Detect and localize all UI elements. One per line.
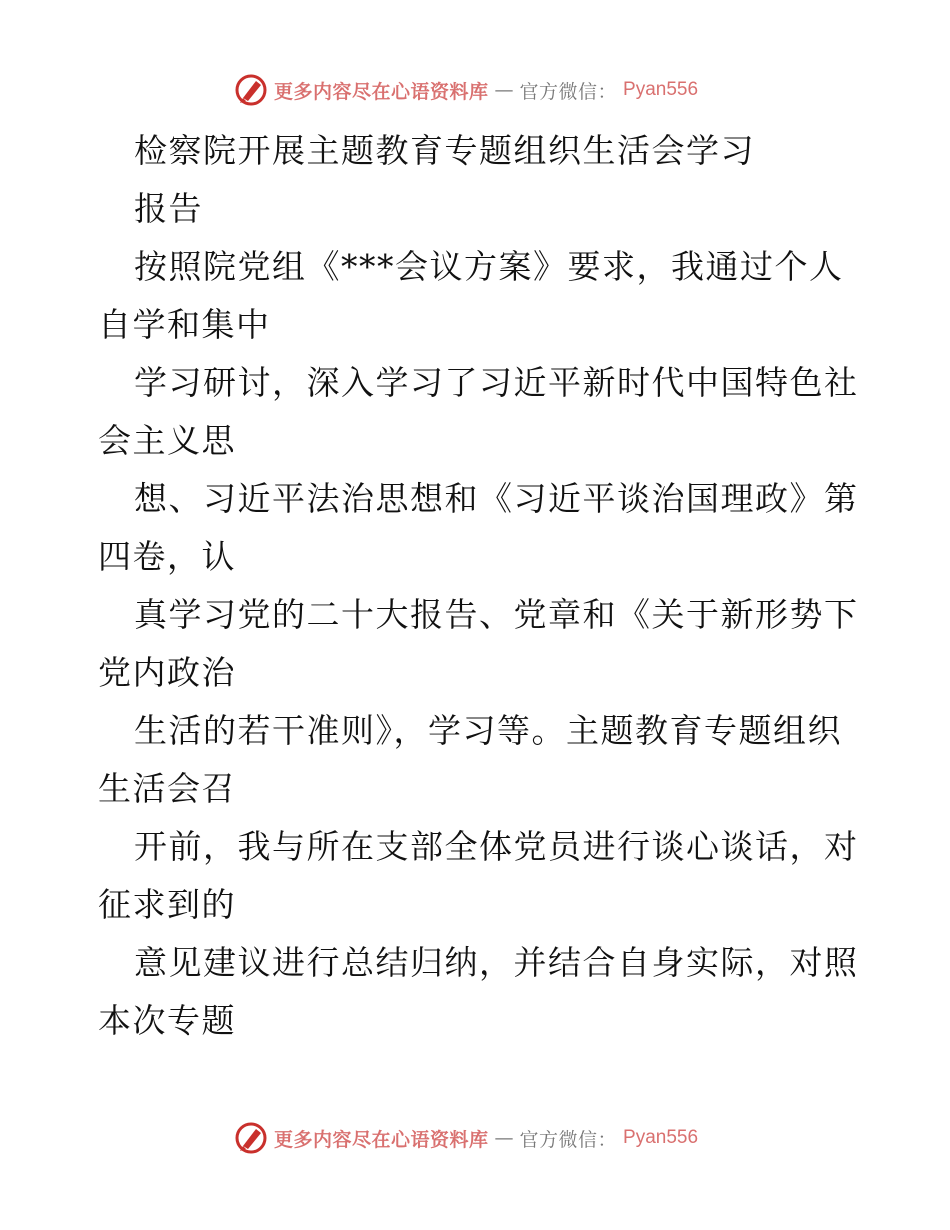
watermark-dash: —: [494, 79, 514, 101]
text-line: 开前，我与所在支部全体党员进行谈心谈话，对: [134, 827, 859, 866]
watermark-text: 更多内容尽在心语资料库: [274, 1128, 489, 1151]
text-line: 生活会召: [98, 769, 236, 808]
text-line: 报告: [134, 189, 203, 228]
text-line: 自学和集中: [98, 305, 271, 344]
text-line: 学习研讨，深入学习了习近平新时代中国特色社: [134, 363, 859, 402]
text-line: 想、习近平法治思想和《习近平谈治国理政》第: [134, 479, 859, 518]
pen-logo-icon: [234, 1121, 268, 1155]
text-line: 按照院党组《***会议方案》要求，我通过个人: [134, 247, 844, 286]
watermark-id: Pyan556: [623, 79, 699, 100]
watermark-label: 官方微信：: [519, 80, 618, 103]
document-body: [98, 122, 858, 1050]
text-line: 征求到的: [98, 885, 236, 924]
text-line: 检察院开展主题教育专题组织生活会学习: [134, 131, 755, 170]
watermark-text: 更多内容尽在心语资料库: [274, 80, 489, 103]
text-line: 生活的若干准则》，学习等。主题教育专题组织: [134, 711, 842, 750]
text-line: 四卷，认: [98, 537, 236, 576]
footer-watermark: [234, 1120, 698, 1156]
header-watermark: [234, 72, 698, 108]
watermark-dash: —: [494, 1127, 514, 1149]
pen-logo-icon: [234, 73, 268, 107]
text-line: 意见建议进行总结归纳，并结合自身实际，对照: [134, 943, 859, 982]
text-line: 党内政治: [98, 653, 236, 692]
text-line: 会主义思: [98, 421, 236, 460]
text-line: 本次专题: [98, 1001, 236, 1040]
watermark-id: Pyan556: [623, 1127, 699, 1148]
text-line: 真学习党的二十大报告、党章和《关于新形势下: [134, 595, 859, 634]
watermark-label: 官方微信：: [519, 1128, 618, 1151]
